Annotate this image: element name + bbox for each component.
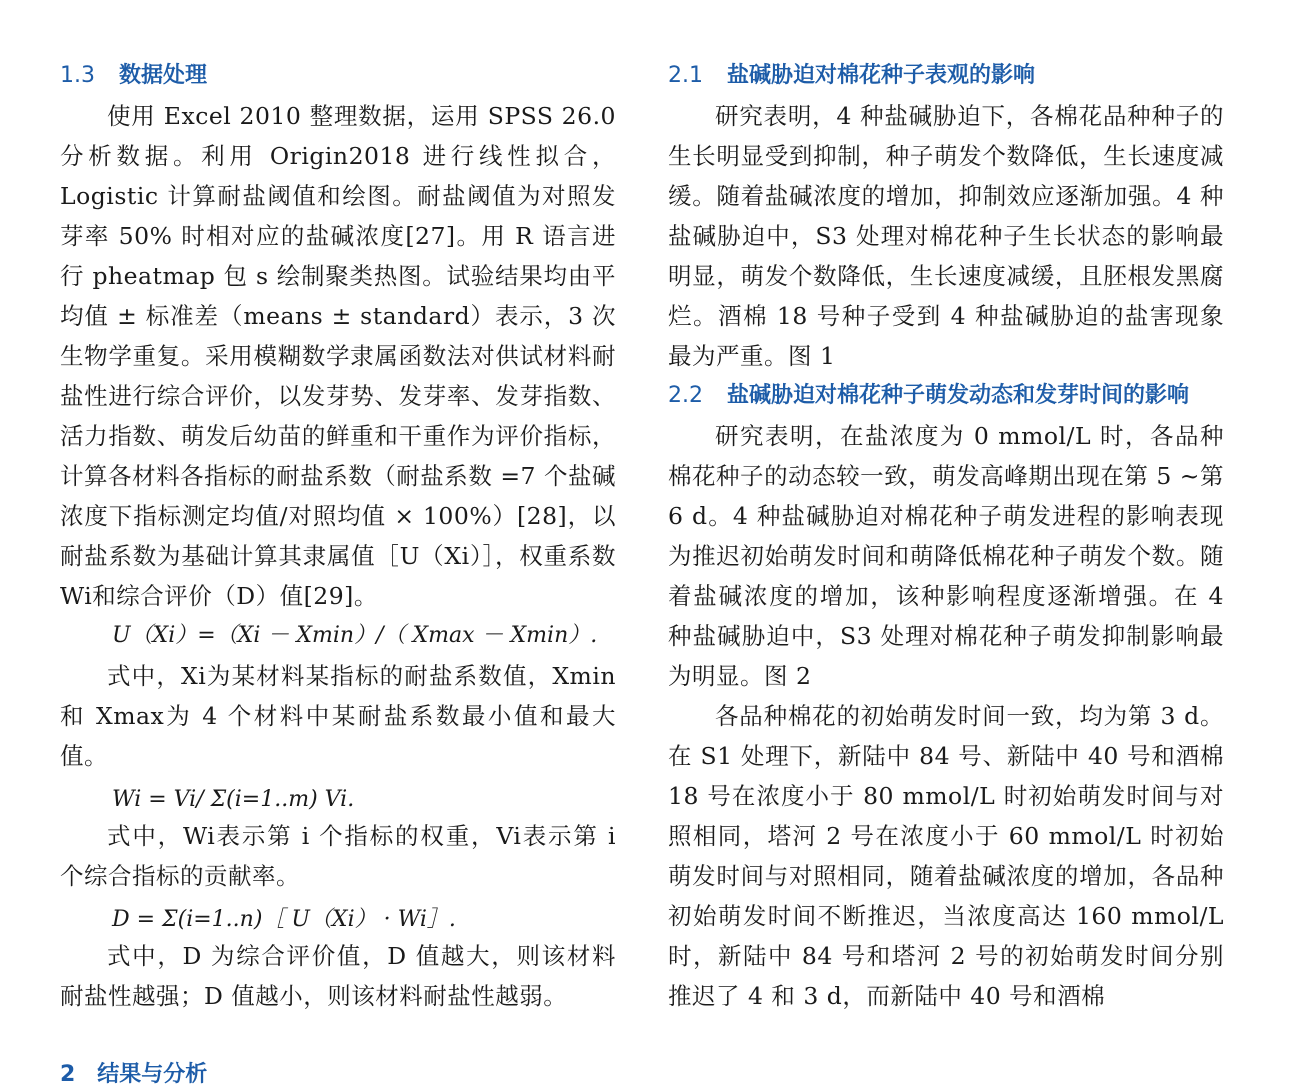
paragraph-germination-dynamics: 研究表明，在盐浓度为 0 mmol/L 时，各品种棉花种子的动态较一致，萌发高峰期出现在第 5 ~第 6 d。4 种盐碱胁迫对棉花种子萌发进程的影响表现为推迟初始萌发时间和萌降低棉花种子萌发个数。随着盐碱浓度的增加，该种影响程度逐渐增强。在 4 种盐碱胁迫中，S3 处理对棉花种子萌发抑制影响最为明显。图 2 — [668, 422, 1224, 690]
paragraph-data-processing: 使用 Excel 2010 整理数据，运用 SPSS 26.0 分析数据。利用 Origin2018 进行线性拟合，Logistic 计算耐盐阈值和绘图。耐盐阈值为对照发芽率 50% 时相对应的盐碱浓度[27]。用 R 语言进行 pheatmap 包 s 绘制聚类热图。试验结果均由平均值 ± 标准差（means ± standard）表示，3 次生物学重复。采用模糊数学隶属函数法对供试材料耐盐性进行综合评价，以发芽势、发芽率、发芽指数、活力指数、萌发后幼苗的鲜重和干重作为评价指标，计算各材料各指标的耐盐系数（耐盐系数 =7 个盐碱浓度下指标测定均值/对照均值 × 100%）[28]，以耐盐系数为基础计算其隶属值［U（Xi）］，权重系数 Wi和综合评价（D）值[29]。 — [60, 102, 616, 610]
right-column — [668, 56, 1224, 1016]
paragraph-seed-appearance: 研究表明，4 种盐碱胁迫下，各棉花品种种子的生长明显受到抑制，种子萌发个数降低，生长速度减缓。随着盐碱浓度的增加，抑制效应逐渐加强。4 种盐碱胁迫中，S3 处理对棉花种子生长状态的影响最明显，萌发个数降低，生长速度减缓，且胚根发黑腐烂。酒棉 18 号种子受到 4 种盐碱胁迫的盐害现象最为严重。图 1 — [668, 102, 1224, 370]
formula-d-value: D = Σ(i=1..n)［ U（Xi） · Wi］. — [112, 907, 456, 932]
paragraph-formula-explanation-3: 式中，D 为综合评价值，D 值越大，则该材料耐盐性越强；D 值越小，则该材料耐盐性越弱。 — [60, 942, 616, 1010]
section-heading-2-1: 2.1 盐碱胁迫对棉花种子表观的影响 — [668, 63, 1036, 88]
formula-membership: U（Xi）=（Xi － Xmin）/（ Xmax － Xmin）. — [112, 623, 598, 648]
paragraph-formula-explanation-1: 式中，Xi为某材料某指标的耐盐系数值，Xmin和 Xmax为 4 个材料中某耐盐系数最小值和最大值。 — [60, 662, 616, 770]
paragraph-formula-explanation-2: 式中，Wi表示第 i 个指标的权重，Vi表示第 i 个综合指标的贡献率。 — [60, 822, 616, 890]
formula-weight: Wi = Vi/ Σ(i=1..m) Vi. — [112, 787, 355, 812]
paragraph-initial-germination-time: 各品种棉花的初始萌发时间一致，均为第 3 d。在 S1 处理下，新陆中 84 号、新陆中 40 号和酒棉 18 号在浓度小于 80 mmol/L 时初始萌发时间与对照相同，塔河 2 号在浓度小于 60 mmol/L 时初始萌发时间与对照相同，随着盐碱浓度的增加，各品种初始萌发时间不断推迟，当浓度高达 160 mmol/L 时，新陆中 84 号和塔河 2 号的初始萌发时间分别推迟了 4 和 3 d，而新陆中 40 号和酒棉 — [668, 702, 1224, 1010]
left-column — [60, 56, 616, 1016]
section-heading-1-3: 1.3 数据处理 — [60, 63, 208, 88]
section-heading-2-2: 2.2 盐碱胁迫对棉花种子萌发动态和发芽时间的影响 — [668, 383, 1190, 408]
section-heading-2-cut: 2 结果与分析 — [60, 1062, 208, 1087]
